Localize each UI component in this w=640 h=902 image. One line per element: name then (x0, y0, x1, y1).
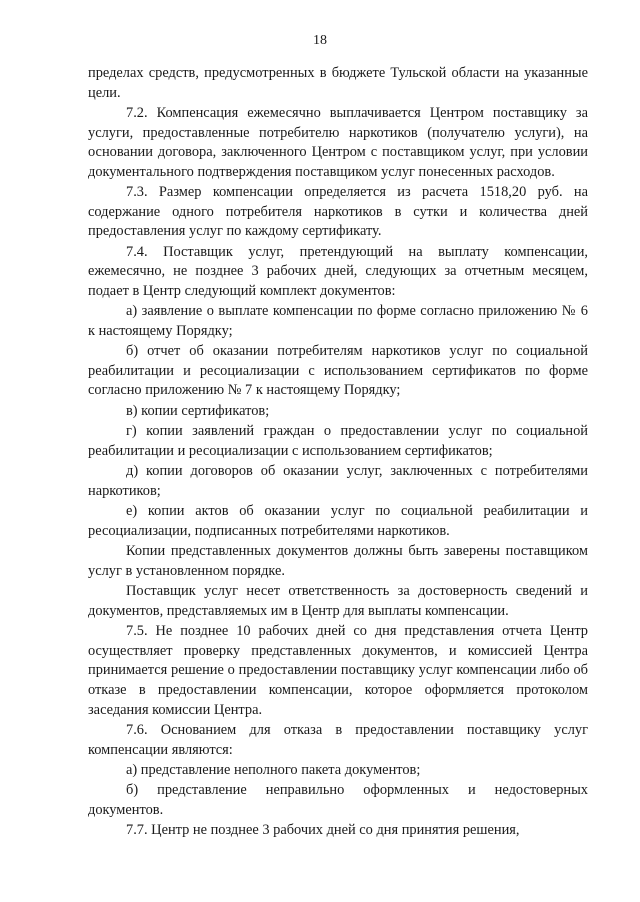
paragraph-7-3: 7.3. Размер компенсации определяется из расчета 1518,20 руб. на содержание одного потребителя наркотиков в сутки и количества дней предоставления услуг по каждому сертификату. (88, 184, 588, 240)
paragraph-7-7: 7.7. Центр не позднее 3 рабочих дней со дня принятия решения, (126, 822, 520, 839)
list-item-e: е) копии актов об оказании услуг по социальной реабилитации и ресоциализации, подписанных потребителями наркотиков. (88, 503, 588, 539)
paragraph-copies-certified: Копии представленных документов должны быть заверены поставщиком услуг в установленном порядке. (88, 543, 588, 579)
refusal-item-a: а) представление неполного пакета документов; (126, 761, 421, 778)
list-item-d: д) копии договоров об оказании услуг, заключенных с потребителями наркотиков; (88, 463, 588, 499)
paragraph-responsibility: Поставщик услуг несет ответственность за достоверность сведений и документов, представляемых им в Центр для выплаты компенсации. (88, 583, 588, 619)
paragraph-7-5: 7.5. Не позднее 10 рабочих дней со дня представления отчета Центр осуществляет проверку представленных документов, и комиссией Центра принимается решение о предоставлении поставщику услуг компенсации либо об отказе в предоставлении компенсации, которое оформляется протоколом заседания комиссии Центра. (88, 623, 588, 718)
list-item-v: в) копии сертификатов; (126, 402, 270, 419)
paragraph-continuation: пределах средств, предусмотренных в бюджете Тульской области на указанные цели. (88, 65, 588, 101)
list-item-b: б) отчет об оказании потребителям наркотиков услуг по социальной реабилитации и ресоциализации с использованием сертификатов по форме согласно приложению № 7 к настоящему Порядку; (88, 343, 588, 399)
paragraph-7-4: 7.4. Поставщик услуг, претендующий на выплату компенсации, ежемесячно, не позднее 3 рабочих дней, следующих за отчетным месяцем, подает в Центр следующий комплект документов: (88, 243, 588, 299)
document-body (88, 64, 588, 841)
list-item-g: г) копии заявлений граждан о предоставлении услуг по социальной реабилитации и ресоциализации с использованием сертификатов; (88, 423, 588, 459)
refusal-item-b: б) представление неправильно оформленных и недостоверных документов. (88, 782, 588, 818)
page-number: 18 (313, 33, 327, 48)
paragraph-7-2: 7.2. Компенсация ежемесячно выплачивается Центром поставщику за услуги, предоставленные потребителю наркотиков (получателю услуги), на основании договора, заключенного Центром с поставщиком услуг, при условии документального подтверждения поставщиком услуг понесенных расходов. (88, 104, 588, 180)
list-item-a: а) заявление о выплате компенсации по форме согласно приложению № 6 к настоящему Порядку; (88, 303, 588, 339)
paragraph-7-6: 7.6. Основанием для отказа в предоставлении поставщику услуг компенсации являются: (88, 721, 588, 758)
